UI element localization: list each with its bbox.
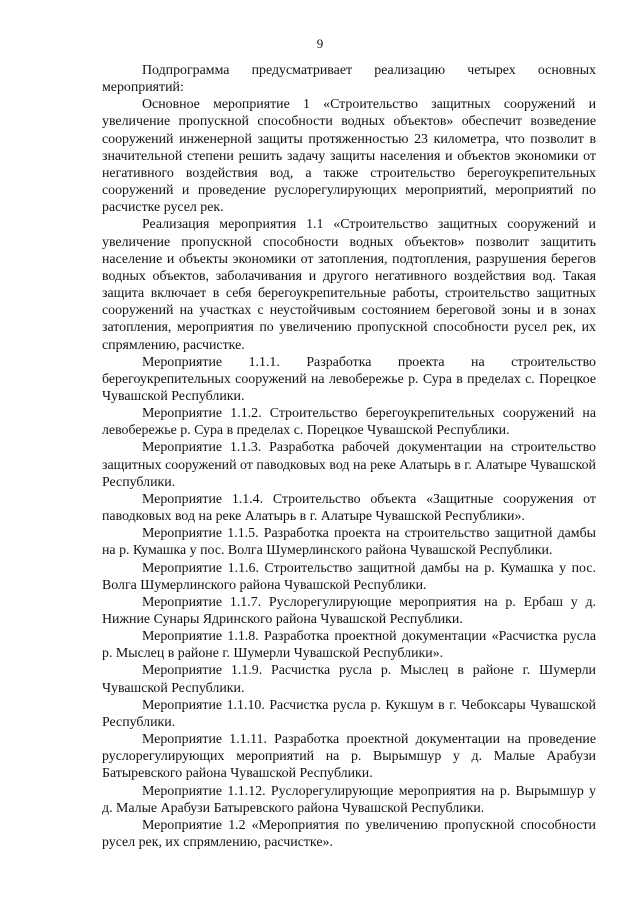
paragraph: Мероприятие 1.1.5. Разработка проекта на строительство защитной дамбы на р. Кумашка у пос. Волга Шумерлинского района Чувашской Республики. xyxy=(102,526,596,559)
paragraph: Мероприятие 1.1.10. Расчистка русла р. Кукшум в г. Чебоксары Чувашской Республики. xyxy=(102,697,596,730)
paragraph: Мероприятие 1.1.9. Расчистка русла р. Мыслец в районе г. Шумерли Чувашской Республики. xyxy=(102,663,596,696)
paragraph: Мероприятие 1.1.8. Разработка проектной документации «Расчистка русла р. Мыслец в районе г. Шумерли Чувашской Республики». xyxy=(102,629,596,662)
paragraph: Мероприятие 1.1.4. Строительство объекта «Защитные сооружения от паводковых вод на реке Алатырь в г. Алатыре Чувашской Республики». xyxy=(102,491,596,525)
paragraph: Мероприятие 1.2 «Мероприятия по увеличению пропускной способности русел рек, их спрямлению, расчистке». xyxy=(102,817,596,851)
page-number: 9 xyxy=(316,36,324,51)
paragraph: Подпрограмма предусматривает реализацию четырех основных мероприятий: xyxy=(102,63,596,96)
paragraph: Мероприятие 1.1.3. Разработка рабочей документации на строительство защитных сооружений от паводковых вод на реке Алатырь в г. Алатыре Чувашской Республики. xyxy=(102,440,596,490)
paragraph: Мероприятие 1.1.12. Руслорегулирующие мероприятия на р. Вырымшур у д. Малые Арабузи Батыревского района Чувашской Республики. xyxy=(102,783,596,816)
paragraph: Мероприятие 1.1.6. Строительство защитной дамбы на р. Кумашка у пос. Волга Шумерлинского района Чувашской Республики. xyxy=(102,560,596,593)
paragraph: Мероприятие 1.1.7. Руслорегулирующие мероприятия на р. Ербаш у д. Нижние Сунары Ядринского района Чувашской Республики. xyxy=(102,594,596,627)
body-text xyxy=(102,62,596,851)
paragraph: Мероприятие 1.1.11. Разработка проектной документации на проведение руслорегулирующих мероприятий на р. Вырымшур у д. Малые Арабузи Батыревского района Чувашской Республики. xyxy=(102,732,596,782)
paragraph: Мероприятие 1.1.1. Разработка проекта на строительство берегоукрепительных сооружений на левобережье р. Сура в пределах с. Порецкое Чувашской Республики. xyxy=(102,354,596,404)
paragraph: Мероприятие 1.1.2. Строительство берегоукрепительных сооружений на левобережье р. Сура в пределах с. Порецкое Чувашской Республики. xyxy=(102,406,596,439)
paragraph: Основное мероприятие 1 «Строительство защитных сооружений и увеличение пропускной способности водных объектов» обеспечит возведение сооружений инженерной защиты протяженностью 23 километра, что позволит в значительной степени решить задачу защиты населения и объектов экономики от негативного воздействия вод, а также строительство берегоукрепительных сооружений и проведение руслорегулирующих мероприятий, мероприятий по расчистке русел рек. xyxy=(102,97,596,216)
paragraph: Реализация мероприятия 1.1 «Строительство защитных сооружений и увеличение пропускной способности водных объектов» позволит защитить население и объекты экономики от затопления, подтопления, разрушения берегов водных объектов, заболачивания и другого негативного воздействия вод. Такая защита включает в себя берегоукрепительные работы, строительство защитных сооружений на участках с неустойчивым состоянием береговой зоны и в зонах затопления, мероприятия по увеличению пропускной способности русел рек, их спрямлению, расчистке. xyxy=(102,217,596,353)
